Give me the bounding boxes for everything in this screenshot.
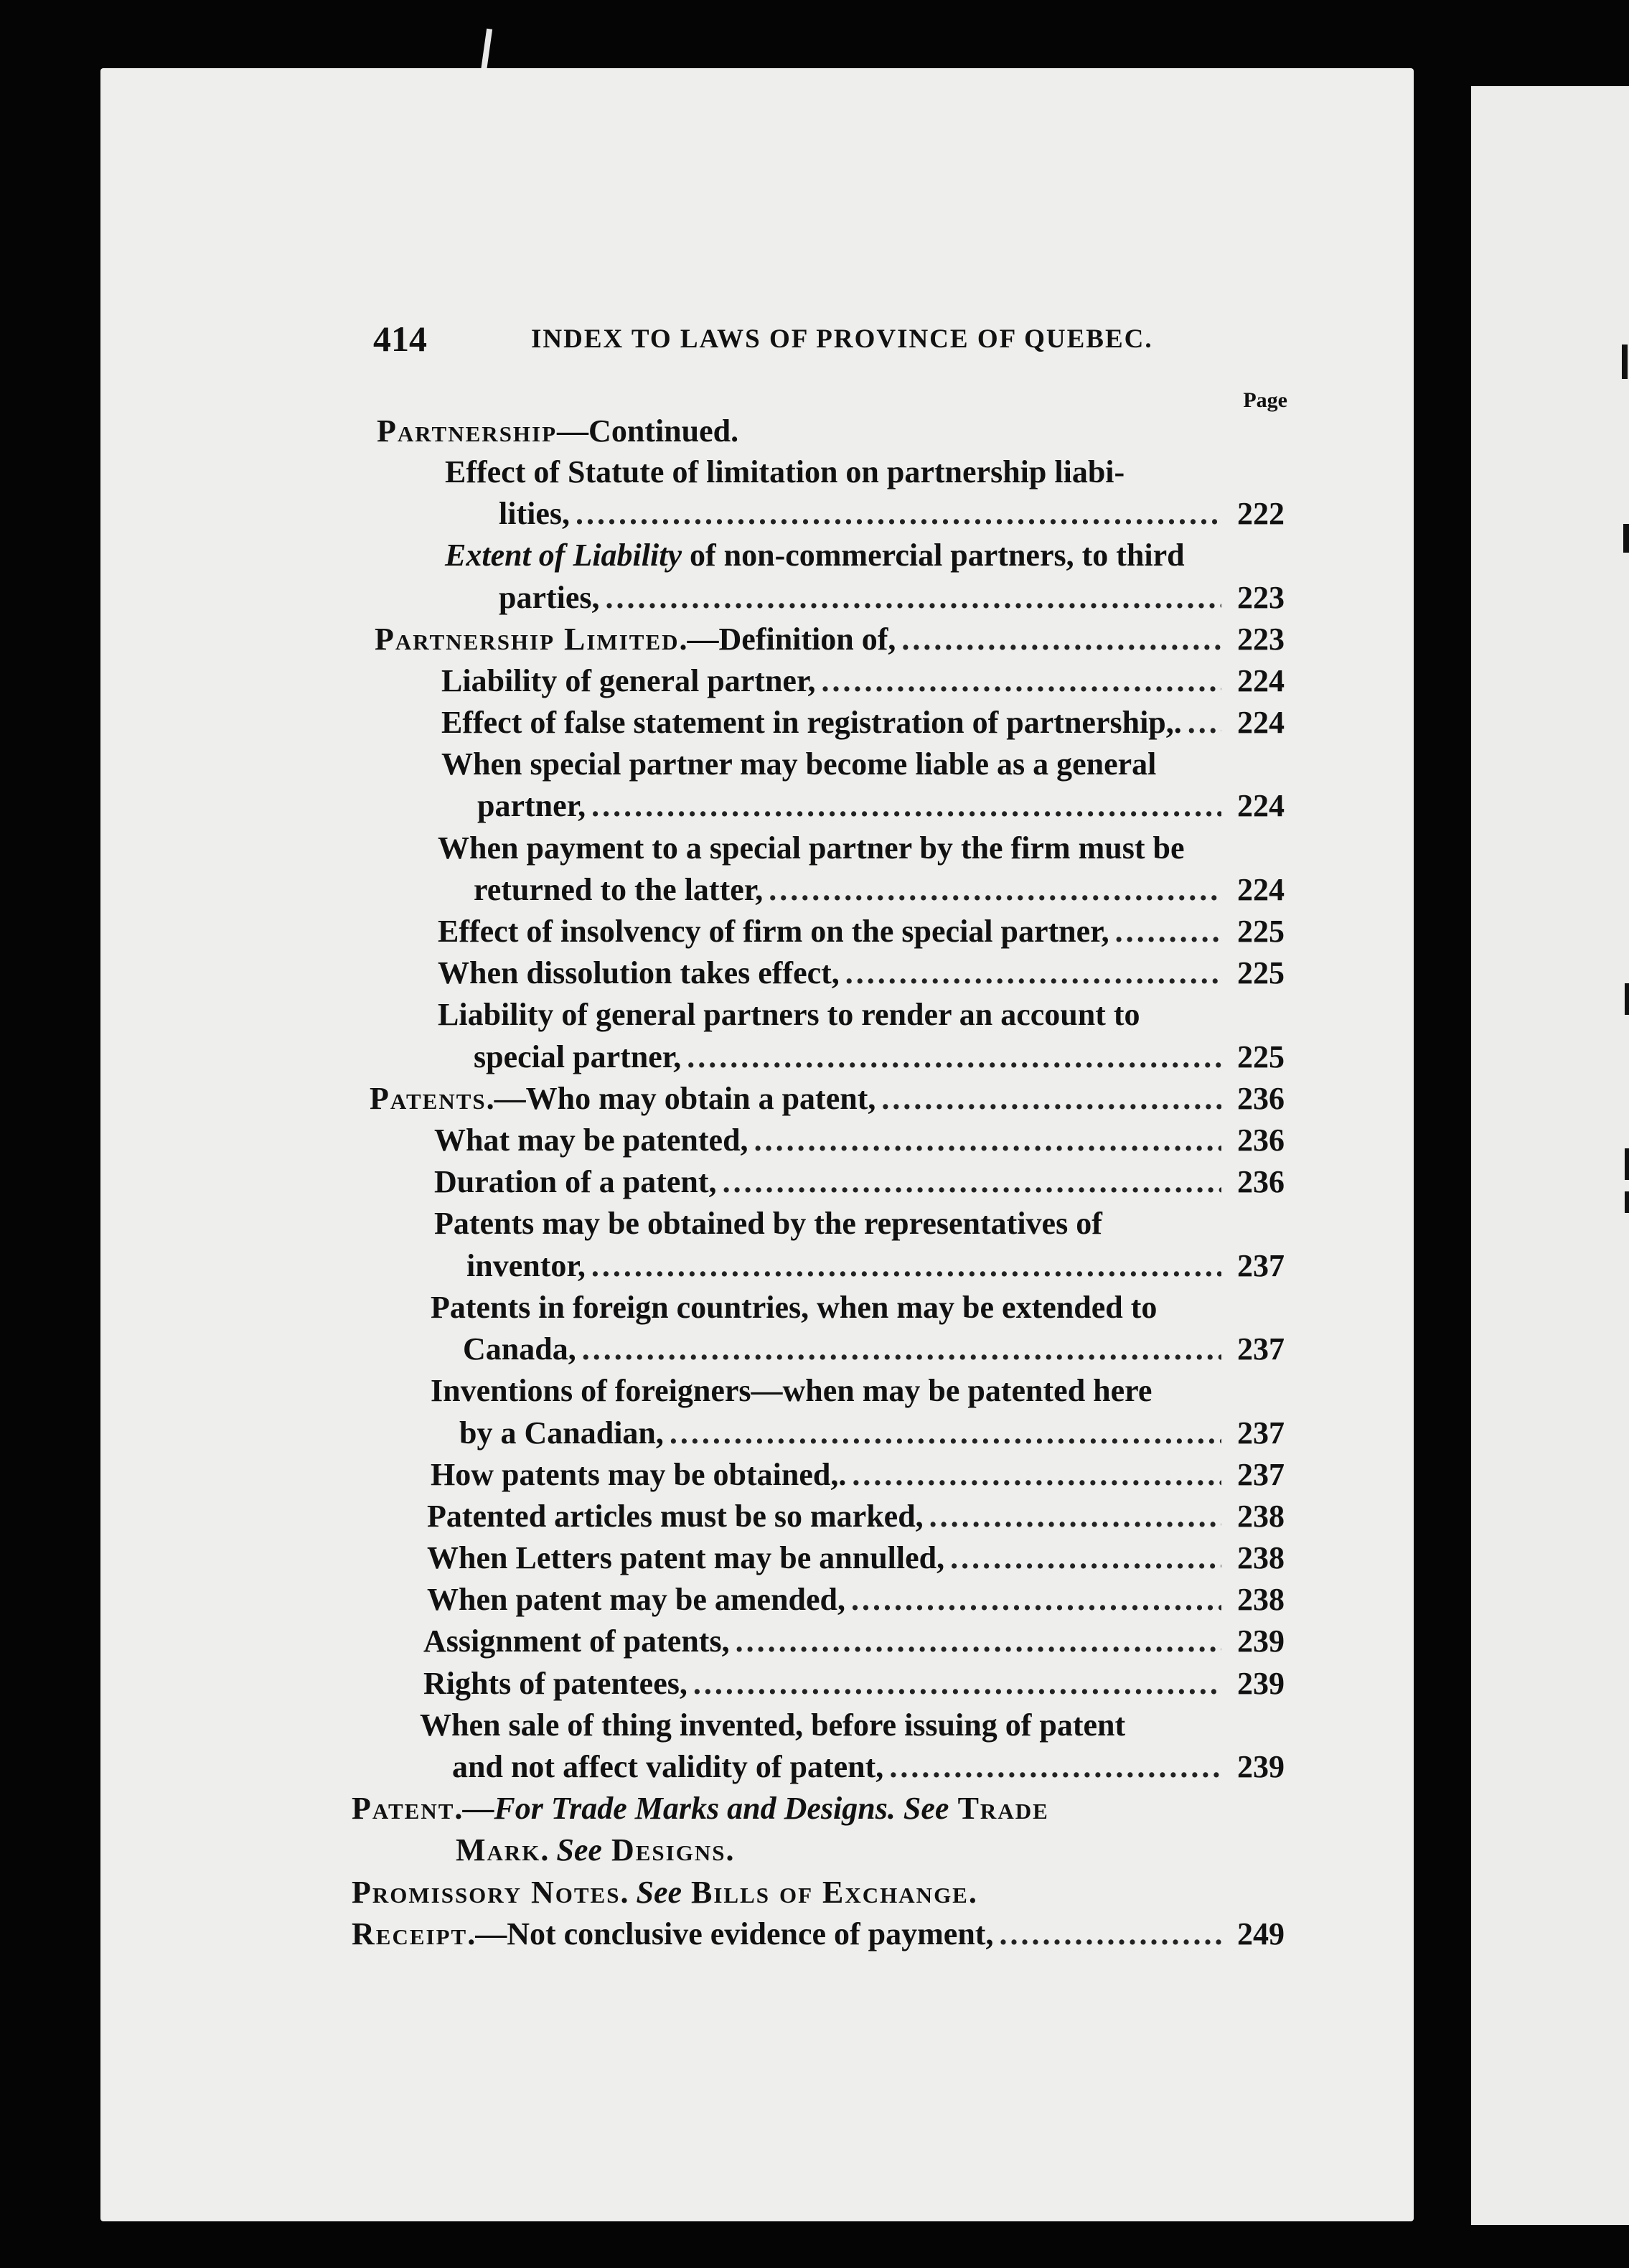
dot-leader (929, 1498, 1221, 1534)
dot-leader (950, 1540, 1221, 1576)
index-entry-line (423, 1665, 1285, 1707)
entry-body: Effect of Statute of limitation on partnership liabi- (445, 454, 1125, 489)
entry-page-number: 238 (1237, 1499, 1285, 1534)
index-entry-line (420, 1707, 1125, 1748)
dot-leader (687, 1039, 1221, 1075)
adjacent-page-edge (1471, 86, 1629, 2225)
index-entry-line (377, 413, 738, 454)
entry-cross-reference: Designs. (601, 1832, 736, 1868)
entry-body: .—Definition of, (679, 622, 896, 657)
index-entry-line (466, 1247, 1285, 1289)
entry-page-number: 236 (1237, 1123, 1285, 1158)
entry-text (377, 413, 738, 449)
dot-leader (769, 871, 1221, 908)
index-entry-line (427, 1498, 1285, 1540)
index-entry-line (456, 1832, 735, 1873)
entry-text (420, 1707, 1125, 1743)
entry-text (431, 1372, 1152, 1409)
entry-page-number: 225 (1237, 955, 1285, 990)
entry-text (431, 1456, 846, 1493)
entry-text (434, 1205, 1102, 1242)
entry-page-number: 224 (1237, 872, 1285, 907)
entry-heading: Partnership Limited (375, 622, 680, 657)
dot-leader (1188, 704, 1221, 741)
index-entry-line (452, 1748, 1285, 1790)
entry-body: of non-commercial partners, to third (681, 538, 1185, 573)
dot-leader (821, 662, 1221, 699)
entry-body: Patented articles must be so marked, (427, 1499, 924, 1534)
entry-page-number: 225 (1237, 1039, 1285, 1074)
dot-leader (881, 1080, 1221, 1117)
entry-text (456, 1832, 735, 1868)
entry-body: When special partner may become liable as a general (441, 746, 1157, 782)
index-entry-line (438, 955, 1285, 996)
page-column-label: Page (1243, 388, 1287, 412)
entry-heading: Patents (370, 1081, 487, 1116)
index-entry-line (434, 1205, 1102, 1247)
entry-body: When patent may be amended, (427, 1582, 846, 1617)
entry-text (352, 1874, 978, 1911)
index-entry-line (438, 996, 1140, 1038)
entry-page-number: 249 (1237, 1916, 1285, 1951)
entry-italic: Extent of Liability (445, 538, 682, 573)
entry-italic: See (636, 1875, 682, 1910)
index-entry-line (441, 746, 1156, 787)
entry-body: Liability of general partner, (441, 663, 816, 698)
entry-text (438, 913, 1109, 950)
entry-text (438, 955, 840, 991)
entry-body: by a Canadian, (459, 1415, 664, 1451)
entry-page-number: 237 (1237, 1415, 1285, 1451)
entry-text (474, 1039, 681, 1075)
entry-body: Patents may be obtained by the representatives of (434, 1206, 1102, 1241)
index-entry-line (434, 1122, 1285, 1163)
entry-text (431, 1289, 1157, 1326)
entry-body: When Letters patent may be annulled, (427, 1540, 945, 1575)
dot-leader (889, 1748, 1221, 1785)
entry-body: When dissolution takes effect, (438, 955, 840, 990)
entry-text (459, 1415, 664, 1451)
page-number: 414 (373, 319, 427, 359)
entry-text (499, 495, 570, 532)
entry-body: Rights of patentees, (423, 1666, 687, 1701)
entry-page-number: 236 (1237, 1081, 1285, 1116)
entry-body: Effect of false statement in registration of partnership,. (441, 705, 1182, 740)
entry-text (434, 1163, 717, 1200)
index-entry-line (431, 1456, 1285, 1498)
entry-body: Assignment of patents, (423, 1623, 730, 1659)
entry-heading: Partnership (377, 413, 558, 449)
entry-text (441, 746, 1156, 782)
index-entry-line (499, 495, 1285, 537)
entry-text (352, 1916, 993, 1952)
entry-body: Effect of insolvency of firm on the special partner, (438, 914, 1109, 949)
entry-body: and not affect validity of patent, (452, 1749, 884, 1784)
entry-text (423, 1623, 730, 1659)
entry-text (427, 1498, 924, 1534)
entry-page-number: 239 (1237, 1666, 1285, 1701)
entry-heading: Patent (352, 1791, 455, 1826)
index-entry-line (370, 1080, 1285, 1122)
dot-leader (1115, 913, 1221, 950)
index-entry-line (445, 454, 1125, 495)
index-entry-line (438, 913, 1285, 955)
entry-body: special partner, (474, 1039, 682, 1074)
index-entry-line (499, 579, 1285, 621)
entry-heading: Receipt (352, 1916, 468, 1951)
entry-body: Patents in foreign countries, when may be extended to (431, 1290, 1158, 1325)
entry-page-number: 222 (1237, 496, 1285, 531)
index-entry-line (463, 1331, 1285, 1372)
dot-leader (723, 1163, 1221, 1200)
dot-leader (582, 1331, 1221, 1367)
dot-leader (754, 1122, 1221, 1158)
entry-page-number: 238 (1237, 1540, 1285, 1575)
entry-text (441, 704, 1182, 741)
index-entry-line (477, 787, 1285, 829)
entry-page-number: 239 (1237, 1749, 1285, 1784)
index-entry-line (438, 830, 1184, 871)
entry-body: .— (454, 1791, 494, 1826)
dot-leader (670, 1415, 1221, 1451)
entry-text (452, 1748, 883, 1785)
entry-text (499, 579, 600, 616)
entry-text (445, 454, 1125, 490)
dot-leader (591, 787, 1221, 824)
entry-text (370, 1080, 875, 1117)
index-entry-line (431, 1372, 1152, 1414)
entry-page-number: 224 (1237, 663, 1285, 698)
entry-text (423, 1665, 687, 1702)
entry-body: What may be patented, (434, 1123, 748, 1158)
entry-body: . (620, 1875, 637, 1910)
entry-cross-reference: Bills of Exchange. (682, 1875, 978, 1910)
entry-cross-reference: Trade (949, 1791, 1049, 1826)
index-entry-line (459, 1415, 1285, 1456)
entry-heading: Promissory Notes (352, 1875, 621, 1910)
index-entry-line (427, 1540, 1285, 1581)
entry-body: inventor, (466, 1248, 586, 1283)
entry-page-number: 224 (1237, 705, 1285, 740)
entry-body: lities, (499, 496, 570, 531)
index-entry-line (434, 1163, 1285, 1205)
index-entry-line (474, 871, 1285, 913)
dot-leader (901, 621, 1221, 657)
entry-body: Inventions of foreigners—when may be patented here (431, 1373, 1152, 1408)
index-entry-line (352, 1916, 1285, 1957)
entry-page-number: 223 (1237, 622, 1285, 657)
entry-page-number: 223 (1237, 580, 1285, 615)
document-page (100, 68, 1414, 2221)
entry-text (441, 662, 815, 699)
entry-body: Canada, (463, 1331, 576, 1367)
dot-leader (576, 495, 1221, 532)
entry-body: When sale of thing invented, before issuing of patent (420, 1707, 1126, 1743)
dot-leader (736, 1623, 1221, 1659)
entry-text (477, 787, 586, 824)
entry-text (438, 830, 1184, 866)
entry-page-number: 237 (1237, 1331, 1285, 1367)
index-entry-line (427, 1581, 1285, 1623)
dot-leader (591, 1247, 1221, 1284)
dot-leader (852, 1456, 1221, 1493)
entry-body: When payment to a special partner by the firm must be (438, 830, 1185, 866)
entry-body: . (540, 1832, 557, 1868)
entry-page-number: 237 (1237, 1457, 1285, 1492)
entry-text (375, 621, 896, 657)
entry-page-number: 236 (1237, 1164, 1285, 1199)
index-entry-line (431, 1289, 1157, 1331)
entry-body: .—Not conclusive evidence of payment, (467, 1916, 994, 1951)
index-entry-line (352, 1790, 1049, 1832)
index-entry-line (445, 537, 1185, 578)
index-entry-line (423, 1623, 1285, 1664)
dot-leader (693, 1665, 1221, 1702)
entry-text (352, 1790, 1049, 1827)
entry-italic: For Trade Marks and Designs. See (494, 1791, 949, 1826)
entry-body: Liability of general partners to render an account to (438, 997, 1140, 1032)
entry-italic: See (556, 1832, 602, 1868)
entry-body: .—Who may obtain a patent, (486, 1081, 876, 1116)
entry-page-number: 224 (1237, 788, 1285, 823)
entry-body: returned to the latter, (474, 872, 764, 907)
entry-body: parties, (499, 580, 600, 615)
entry-body: —Continued. (557, 413, 739, 449)
index-entry-line (441, 662, 1285, 704)
dot-leader (845, 955, 1221, 991)
entry-page-number: 225 (1237, 914, 1285, 949)
running-title: INDEX TO LAWS OF PROVINCE OF QUEBEC. (531, 324, 1153, 354)
entry-text (427, 1540, 944, 1576)
entry-body: Duration of a patent, (434, 1164, 717, 1199)
index-entry-line (352, 1874, 978, 1916)
entry-text (438, 996, 1140, 1033)
entry-page-number: 239 (1237, 1623, 1285, 1659)
index-entry-line (474, 1039, 1285, 1080)
entry-text (466, 1247, 586, 1284)
dot-leader (606, 579, 1221, 616)
entry-body: How patents may be obtained,. (431, 1457, 847, 1492)
entry-body: partner, (477, 788, 586, 823)
entry-text (427, 1581, 845, 1618)
dot-leader (851, 1581, 1221, 1618)
index-entry-line (441, 704, 1285, 746)
dot-leader (999, 1916, 1221, 1952)
entry-heading: Mark (456, 1832, 541, 1868)
index-entry-line (375, 621, 1285, 662)
film-scratch (481, 29, 492, 72)
entry-text (445, 537, 1185, 573)
entry-page-number: 238 (1237, 1582, 1285, 1617)
entry-text (463, 1331, 576, 1367)
entry-text (434, 1122, 748, 1158)
entry-text (474, 871, 763, 908)
entry-page-number: 237 (1237, 1248, 1285, 1283)
